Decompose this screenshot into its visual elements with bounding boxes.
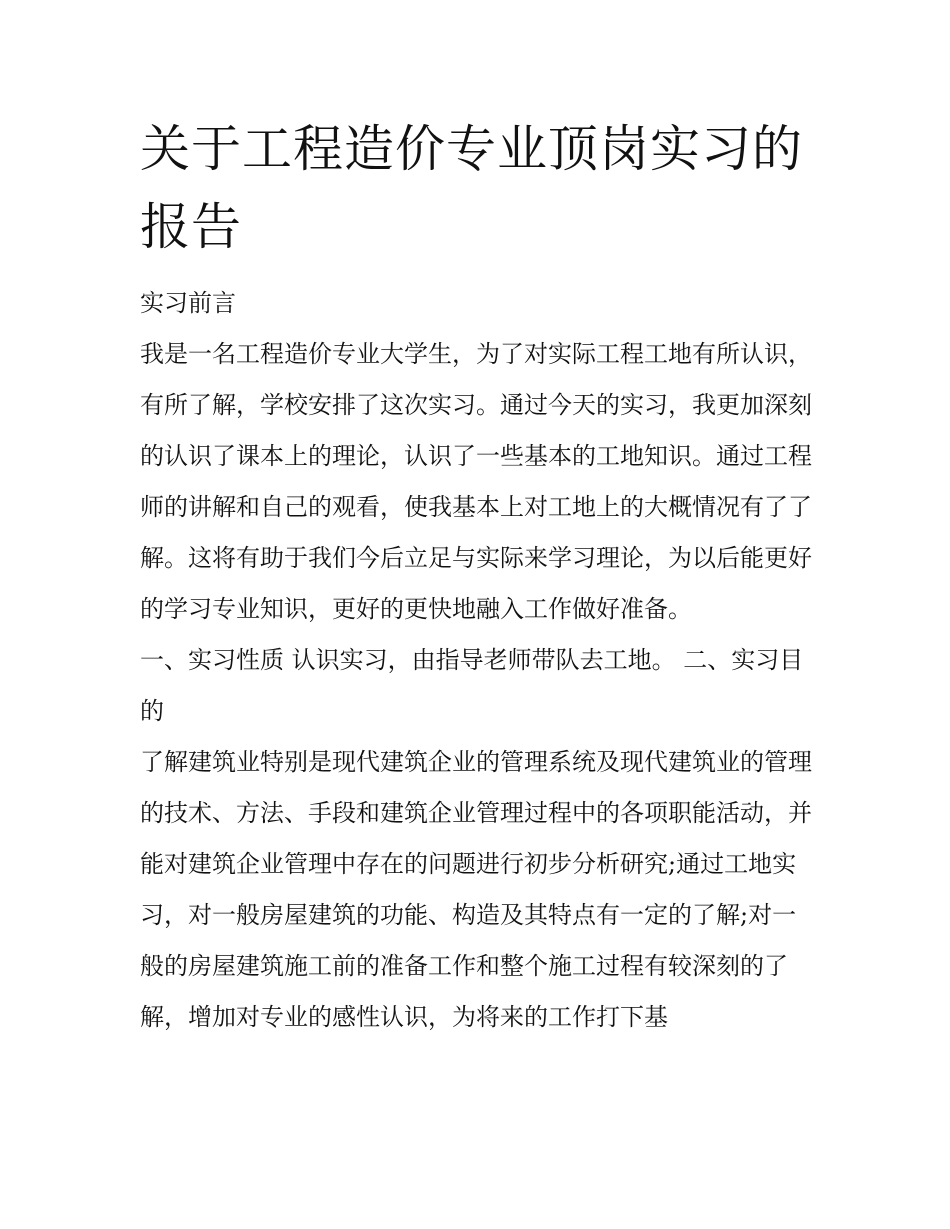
document-body — [140, 278, 820, 1043]
section-heading: 实习前言 — [140, 289, 236, 317]
paragraph-nature-purpose: 一、实习性质 认识实习，由指导老师带队去工地。 二、实习目的 — [140, 646, 804, 725]
document-title: 关于工程造价专业顶岗实习的报告 — [140, 120, 803, 256]
paragraph-purpose-detail: 了解建筑业特别是现代建筑企业的管理系统及现代建筑业的管理的技术、方法、手段和建筑企业管理过程中的各项职能活动，并能对建筑企业管理中存在的问题进行初步分析研究;通过工地实习，对一般房屋建筑的功能、构造及其特点有一定的了解;对一般的房屋建筑施工前的准备工作和整个施工过程有较深刻的了解，增加对专业的感性认识，为将来的工作打下基 — [140, 748, 812, 1031]
paragraph-preface: 我是一名工程造价专业大学生，为了对实际工程工地有所认识，有所了解，学校安排了这次实习。通过今天的实习，我更加深刻的认识了课本上的理论，认识了一些基本的工地知识。通过工程师的讲解和自己的观看，使我基本上对工地上的大概情况有了了解。这将有助于我们今后立足与实际来学习理论，为以后能更好的学习专业知识，更好的更快地融入工作做好准备。 — [140, 340, 812, 623]
